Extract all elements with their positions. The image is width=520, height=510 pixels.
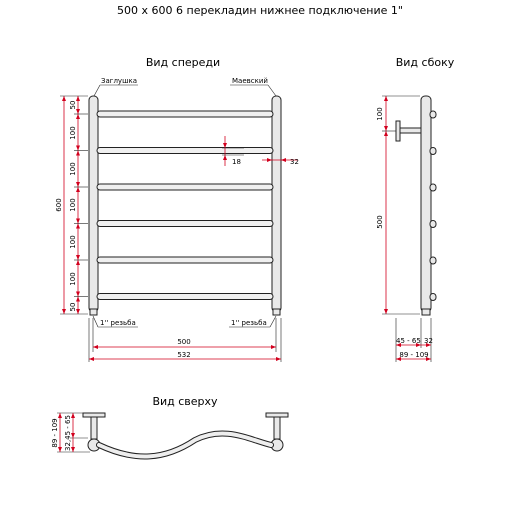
center-distance-text: 500 — [177, 338, 191, 346]
top-left-stand — [91, 417, 97, 439]
front-dim-5: 100 — [69, 272, 77, 286]
top-depth-dim: 89 - 109 — [51, 418, 59, 448]
side-view — [396, 96, 436, 315]
front-dim-2: 100 — [69, 162, 77, 176]
front-rail-6 — [97, 294, 273, 300]
side-rail-4 — [430, 221, 436, 228]
top-vertical-dims — [57, 413, 90, 452]
side-rail-3 — [430, 184, 436, 191]
front-dim-arrow — [76, 114, 80, 119]
top-left-flange — [83, 413, 105, 417]
thread-right-leader — [270, 316, 276, 327]
drawing-title: 500 х 600 6 перекладин нижнее подключение 1" — [117, 4, 403, 17]
front-dim-arrow — [76, 224, 80, 229]
front-dim-arrow — [76, 292, 80, 297]
side-thread — [422, 309, 430, 315]
mayevsky-leader — [268, 85, 276, 96]
front-dim-arrow — [76, 219, 80, 224]
front-dim-3: 100 — [69, 198, 77, 212]
front-rails — [97, 111, 273, 300]
side-mount-arm — [400, 128, 421, 133]
side-pipe-dim: 32 — [424, 337, 433, 345]
side-rail-2 — [430, 148, 436, 155]
front-view-title: Вид спереди — [145, 56, 221, 69]
front-total-dim: 600 — [55, 198, 63, 212]
side-rail-6 — [430, 294, 436, 301]
front-rail-2 — [97, 148, 273, 154]
side-pipe — [421, 96, 431, 312]
top-rail — [99, 434, 271, 457]
front-dim-arrow — [76, 151, 80, 156]
overall-width-text: 532 — [177, 351, 191, 359]
front-dim-arrow — [76, 297, 80, 302]
front-dim-6: 50 — [69, 302, 77, 312]
front-dim-arrow — [76, 146, 80, 151]
front-dim-4: 100 — [69, 235, 77, 249]
side-rail-5 — [430, 257, 436, 264]
top-mount-dim: 32,45 - 65 — [64, 415, 72, 451]
plug-label: Заглушка — [101, 77, 137, 85]
top-view — [83, 413, 288, 456]
front-right-thread — [273, 309, 280, 315]
pipe-diameter-text: 32 — [290, 158, 299, 166]
front-dim-arrow — [76, 187, 80, 192]
side-height-dim: 500 — [376, 215, 384, 229]
top-view-title: Вид сверху — [152, 395, 218, 408]
thread-left-label: 1'' резьба — [100, 319, 136, 327]
rail-diameter-text: 18 — [232, 158, 241, 166]
side-depth-dim: 89 - 109 — [399, 351, 429, 359]
top-right-stand — [274, 417, 280, 439]
front-dim-arrow — [76, 96, 80, 101]
front-dim-1: 100 — [69, 126, 77, 140]
front-dim-arrow — [76, 182, 80, 187]
front-view — [89, 96, 281, 315]
side-wall-flange — [396, 121, 400, 141]
front-rail-4 — [97, 221, 273, 227]
front-rail-3 — [97, 184, 273, 190]
front-total-arrow — [62, 309, 66, 314]
front-dim-arrow — [76, 260, 80, 265]
front-rail-1 — [97, 111, 273, 117]
top-right-flange — [266, 413, 288, 417]
front-left-thread — [90, 309, 97, 315]
front-dim-arrow — [76, 255, 80, 260]
side-mount-dim: 45 - 65 — [396, 337, 421, 345]
front-left-pipe — [89, 96, 98, 312]
front-right-pipe — [272, 96, 281, 312]
mayevsky-label: Маевский — [232, 77, 268, 85]
side-top-dim: 100 — [376, 107, 384, 121]
thread-left-leader — [93, 316, 98, 327]
front-total-arrow — [62, 96, 66, 101]
plug-leader — [94, 85, 100, 96]
side-rail-1 — [430, 111, 436, 118]
front-rail-5 — [97, 257, 273, 263]
front-dim-0: 50 — [69, 100, 77, 110]
thread-right-label: 1'' резьба — [231, 319, 267, 327]
side-view-title: Вид сбоку — [395, 56, 455, 69]
